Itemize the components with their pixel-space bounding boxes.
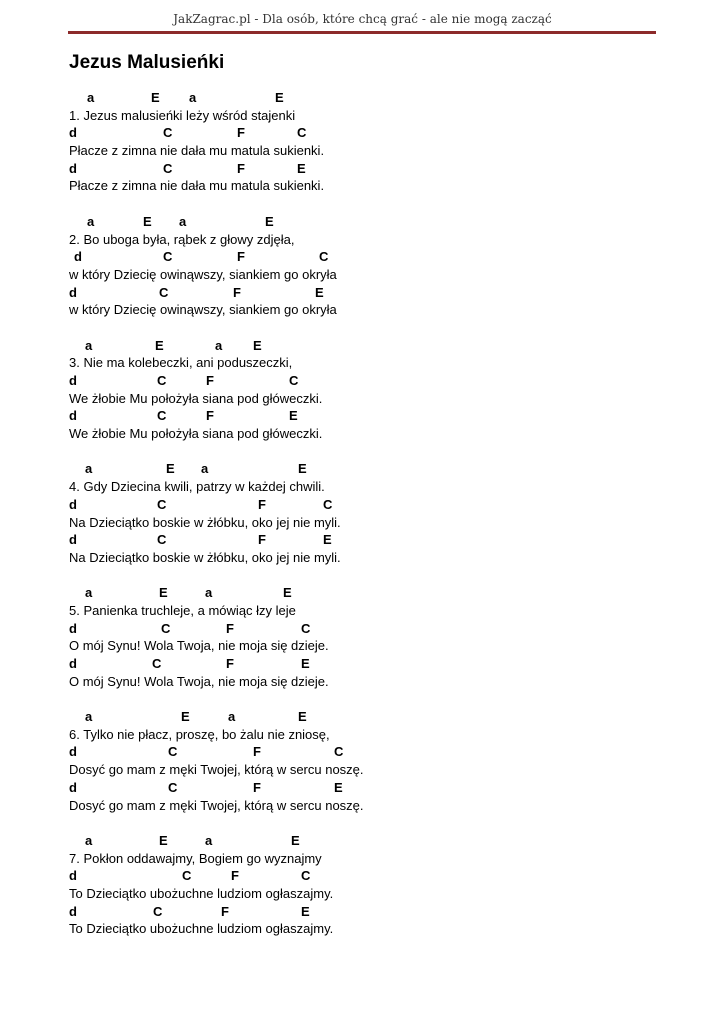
chord-line (69, 124, 659, 142)
chord: d (69, 496, 77, 512)
lyric-line: 7. Pokłon oddawajmy, Bogiem go wyznajmy (69, 850, 322, 866)
chord: E (159, 832, 168, 848)
chord-line (69, 867, 659, 885)
chord: C (301, 620, 311, 636)
chord: C (157, 408, 167, 424)
lyric-line: O mój Synu! Wola Twoja, nie moja się dzieje. (69, 638, 329, 654)
chord: F (206, 373, 214, 388)
chord: E (334, 779, 343, 795)
chord: F (221, 903, 229, 919)
chord: C (319, 249, 329, 265)
chord: F (226, 620, 234, 636)
chord: d (69, 620, 77, 636)
chord: d (69, 284, 77, 300)
chord-line (69, 655, 659, 673)
chord: d (69, 408, 77, 424)
chord: E (275, 90, 284, 105)
chord: F (237, 125, 245, 141)
chord: C (163, 160, 173, 176)
lyric-line: Płacze z zimna nie dała mu matula sukienki. (69, 143, 325, 159)
chord-line (69, 372, 659, 390)
chord: E (166, 461, 175, 477)
chord-line (69, 337, 659, 355)
chord: a (215, 337, 223, 353)
chord: E (253, 337, 262, 353)
verse (69, 213, 659, 319)
chord: C (153, 903, 163, 919)
chord: F (253, 744, 261, 760)
chord-line (69, 832, 659, 850)
chord-line (69, 284, 659, 302)
chord: d (74, 249, 82, 265)
chord: C (157, 496, 167, 512)
chord: F (253, 779, 261, 795)
lyric-line: Na Dzieciątko boskie w żłóbku, oko jej nie myli. (69, 549, 341, 565)
chord: E (283, 585, 292, 601)
chord: C (168, 779, 178, 795)
verse (69, 832, 659, 938)
chord: a (85, 832, 93, 848)
chord: d (69, 868, 77, 884)
chord-line (69, 496, 659, 514)
lyric-line: 4. Gdy Dziecina kwili, patrzy w każdej chwili. (69, 479, 325, 495)
chord-line (69, 708, 659, 726)
chord: C (334, 744, 344, 760)
lyric-line: Dosyć go mam z męki Twojej, którą w sercu noszę. (69, 797, 364, 813)
chord-line (69, 89, 659, 107)
chord-line (69, 903, 659, 921)
chord: a (85, 337, 93, 353)
chord-line (69, 248, 659, 266)
chord: C (182, 868, 192, 884)
chord: E (155, 337, 164, 353)
chord: C (297, 125, 307, 141)
chord: d (69, 903, 77, 919)
chord: E (301, 903, 310, 919)
chord: E (297, 160, 306, 176)
chord: a (189, 90, 197, 105)
verse (69, 337, 659, 443)
lyric-line: 3. Nie ma kolebeczki, ani poduszeczki, (69, 355, 293, 371)
chord: a (87, 213, 95, 229)
chord: a (228, 709, 236, 725)
chord: F (226, 656, 234, 671)
lyric-line: We żłobie Mu położyła siana pod główeczki. (69, 390, 323, 406)
chord: C (168, 744, 178, 760)
chord: C (157, 532, 167, 548)
chord: E (315, 284, 324, 300)
chord: d (69, 656, 77, 671)
verse (69, 708, 659, 814)
chord-line (69, 407, 659, 425)
chord: a (179, 213, 187, 229)
lyric-line: 1. Jezus malusieńki leży wśród stajenki (69, 107, 296, 123)
chord: C (152, 656, 162, 671)
lyric-line: Płacze z zimna nie dała mu matula sukienki. (69, 178, 325, 194)
lyric-line: To Dzieciątko ubożuchne ludziom ogłaszajmy. (69, 885, 334, 901)
chord: C (289, 373, 299, 388)
chord-line (69, 584, 659, 602)
chord: C (163, 125, 173, 141)
lyric-line: O mój Synu! Wola Twoja, nie moja się dzieje. (69, 673, 329, 689)
chord: a (85, 585, 93, 601)
chord: E (159, 585, 168, 601)
chord: d (69, 744, 77, 760)
chord: F (258, 496, 266, 512)
chord: d (69, 779, 77, 795)
chord: C (323, 496, 333, 512)
chord: E (143, 213, 152, 229)
chord: C (301, 868, 311, 884)
chord: d (69, 373, 77, 388)
chord: d (69, 160, 77, 176)
chord: E (298, 709, 307, 725)
chord: F (206, 408, 214, 424)
chord: a (87, 90, 95, 105)
chord-line (69, 620, 659, 638)
chord-line (69, 160, 659, 178)
chord: E (265, 213, 274, 229)
chord: F (258, 532, 266, 548)
lyric-line: w który Dziecię owinąwszy, siankiem go okryła (69, 266, 337, 282)
chord: F (237, 160, 245, 176)
chord: a (205, 585, 213, 601)
chord: d (69, 125, 77, 141)
chord-line (69, 531, 659, 549)
chord: E (289, 408, 298, 424)
chord: a (85, 709, 93, 725)
lyric-line: Na Dzieciątko boskie w żłóbku, oko jej nie myli. (69, 514, 341, 530)
lyric-line: Dosyć go mam z męki Twojej, którą w sercu noszę. (69, 762, 364, 778)
verse (69, 584, 659, 690)
chord-line (69, 743, 659, 761)
chord: C (161, 620, 171, 636)
header-rule (68, 31, 656, 34)
lyric-line: w który Dziecię owinąwszy, siankiem go okryła (69, 302, 337, 318)
chord: a (85, 461, 93, 477)
chord: E (151, 90, 160, 105)
lyric-line: We żłobie Mu położyła siana pod główeczki. (69, 426, 323, 442)
chord-line (69, 460, 659, 478)
chord-line (69, 213, 659, 231)
song-body (69, 89, 659, 956)
verse (69, 89, 659, 195)
chord: a (201, 461, 209, 477)
chord: C (159, 284, 169, 300)
chord: F (233, 284, 241, 300)
chord: E (298, 461, 307, 477)
chord: E (301, 656, 310, 671)
chord: E (181, 709, 190, 725)
chord: d (69, 532, 77, 548)
chord: E (291, 832, 300, 848)
page-header: JakZagrac.pl - Dla osób, które chcą grać - ale nie mogą zacząć (173, 12, 552, 26)
chord: E (323, 532, 332, 548)
chord: C (157, 373, 167, 388)
verse (69, 460, 659, 566)
chord-line (69, 779, 659, 797)
lyric-line: 6. Tylko nie płacz, proszę, bo żalu nie zniosę, (69, 726, 330, 742)
chord: C (163, 249, 173, 265)
lyric-line: 2. Bo uboga była, rąbek z głowy zdjęła, (69, 231, 295, 247)
chord: F (237, 249, 245, 265)
chord: F (231, 868, 239, 884)
lyric-line: To Dzieciątko ubożuchne ludziom ogłaszajmy. (69, 921, 334, 937)
song-title: Jezus Malusieńki (69, 52, 225, 73)
lyric-line: 5. Panienka truchleje, a mówiąc łzy leje (69, 602, 296, 618)
chord: a (205, 832, 213, 848)
